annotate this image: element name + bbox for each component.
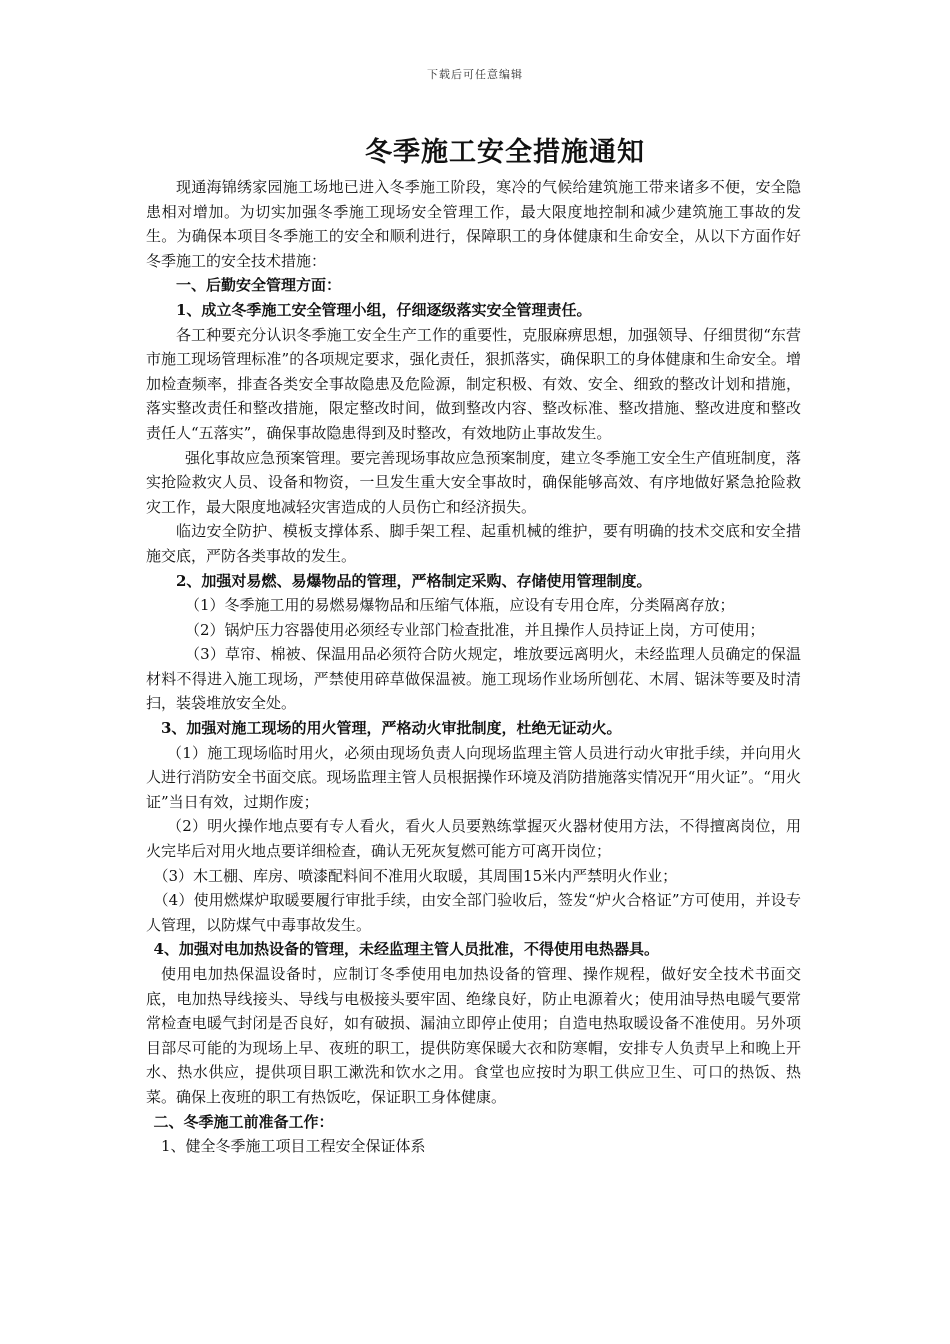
- document-title: 冬季施工安全措施通知: [365, 137, 645, 168]
- list-item-3-3: （3）木工棚、库房、喷漆配料间不准用火取暖，其周围15米内严禁明火作业；: [153, 866, 678, 885]
- list-item-3-4: （4）使用燃煤炉取暖要履行审批手续，由安全部门验收后，签发“炉火合格证”方可使用，并设专人管理，以防煤气中毒事故发生。: [146, 891, 801, 934]
- paragraph-emergency-plan: 强化事故应急预案管理。要完善现场事故应急预案制度，建立冬季施工安全生产值班制度，落实抢险救灾人员、设备和物资，一旦发生重大安全事故时，确保能够高效、有序地做好紧急抢险救灾工作，最大限度地减轻灾害造成的人员伤亡和经济损失。: [146, 448, 801, 516]
- list-item-3-2: （2）明火操作地点要有专人看火，看火人员要熟练掌握灭火器材使用方法，不得擅离岗位，用火完毕后对用火地点要详细检查，确认无死灰复燃可能方可离开岗位；: [146, 817, 801, 861]
- paragraph-responsibility: 各工种要充分认识冬季施工安全生产工作的重要性，克服麻痹思想，加强领导、仔细贯彻“东营市施工现场管理标准”的各项规定要求，强化责任，狠抓落实，确保职工的身体健康和生命安全。增加检查频率，排查各类安全事故隐患及危险源，制定积极、有效、安全、细致的整改计划和措施，落实整改责任和整改措施，限定整改时间，做到整改内容、整改标准、整改措施、整改进度和整改责任人“五落实”，确保事故隐患得到及时整改，有效地防止事故发生。: [146, 325, 801, 442]
- list-item-2-1: （1）冬季施工用的易燃易爆物品和压缩气体瓶，应设有专用仓库，分类隔离存放；: [185, 596, 735, 615]
- section-heading-2: 二、冬季施工前准备工作：: [153, 1112, 334, 1131]
- list-item-2-2: （2）锅炉压力容器使用必须经专业部门检查批准，并且操作人员持证上岗，方可使用；: [185, 620, 765, 639]
- header-note: 下载后可任意编辑: [427, 68, 523, 81]
- list-item-3-1: （1）施工现场临时用火，必须由现场负责人向现场监理主管人员进行动火审批手续，并向用火人进行消防安全书面交底。现场监理主管人员根据操作环境及消防措施落实情况开“用火证”。“用火证”当日有效，过期作废；: [146, 743, 801, 811]
- paragraph-electric-heating: 使用电加热保温设备时，应制订冬季使用电加热设备的管理、操作规程，做好安全技术书面交底，电加热导线接头、导线与电极接头要牢固、绝缘良好，防止电源着火；使用油导热电暖气要常常检查电暖气封闭是否良好，如有破损、漏油立即停止使用；自造电热取暖设备不准使用。另外项目部尽可能的为现场上早、夜班的职工，提供防寒保暖大衣和防寒帽，安排专人负责早上和晚上开水、热水供应，提供项目职工漱洗和饮水之用。食堂也应按时为职工供应卫生、可口的热饭、热菜。确保上夜班的职工有热饭吃，保证职工身体健康。: [146, 965, 801, 1106]
- subsection-heading-5: 1、健全冬季施工项目工程安全保证体系: [161, 1137, 426, 1156]
- subsection-heading-4: 4、加强对电加热设备的管理，未经监理主管人员批准，不得使用电热器具。: [153, 940, 659, 959]
- paragraph-edge-protection: 临边安全防护、模板支撑体系、脚手架工程、起重机械的维护，要有明确的技术交底和安全措施交底，严防各类事故的发生。: [146, 522, 801, 565]
- subsection-heading-2: 2、加强对易燃、易爆物品的管理，严格制定采购、存储使用管理制度。: [176, 571, 652, 590]
- intro-paragraph: 现通海锦绣家园施工场地已进入冬季施工阶段，寒冷的气候给建筑施工带来诸多不便，安全隐患相对增加。为切实加强冬季施工现场安全管理工作，最大限度地控制和减少建筑施工事故的发生。为确保本项目冬季施工的安全和顺利进行，保障职工的身体健康和生命安全，从以下方面作好冬季施工的安全技术措施：: [146, 178, 801, 270]
- subsection-heading-3: 3、加强对施工现场的用火管理，严格动火审批制度，杜绝无证动火。: [161, 719, 622, 738]
- document-body: [146, 175, 801, 1159]
- subsection-heading-1: 1、成立冬季施工安全管理小组，仔细逐级落实安全管理责任。: [176, 300, 592, 319]
- list-item-2-3: （3）草帘、棉被、保温用品必须符合防火规定，堆放要远离明火，未经监理人员确定的保温材料不得进入施工现场，严禁使用碎草做保温被。施工现场作业场所刨花、木屑、锯沫等要及时清扫，装袋堆放安全处。: [146, 645, 801, 713]
- section-heading-1: 一、后勤安全管理方面：: [176, 276, 342, 295]
